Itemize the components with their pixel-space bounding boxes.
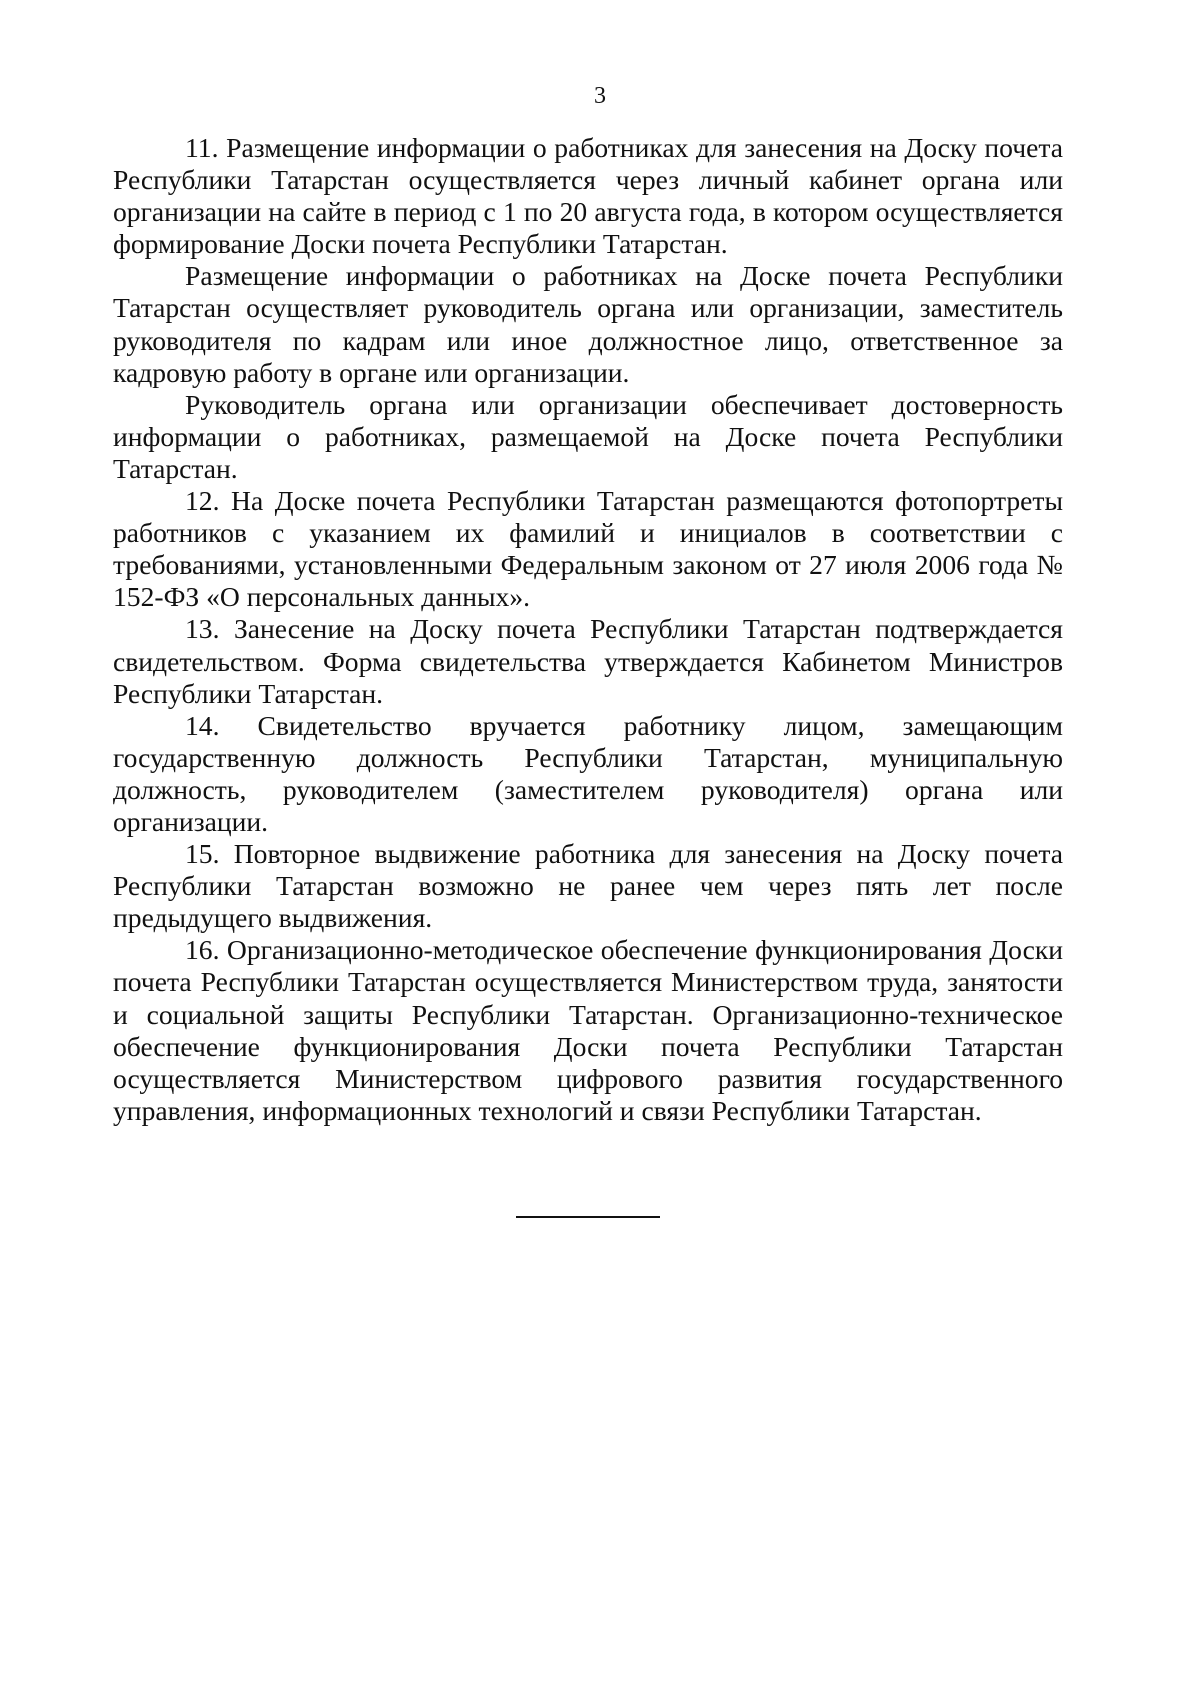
paragraph-11-accuracy: Руководитель органа или организации обеспечивает достоверность информации о работниках, размещаемой на Доске почета Республики Татарстан. bbox=[113, 388, 1063, 484]
paragraph-11-placement: Размещение информации о работниках на Доске почета Республики Татарстан осуществляет руководитель органа или организации, заместитель руководителя по кадрам или иное должностное лицо, ответственное за кадровую работу в органе или организации. bbox=[113, 260, 1063, 388]
document-body bbox=[113, 132, 1063, 1127]
paragraph-15: 15. Повторное выдвижение работника для занесения на Доску почета Республики Татарстан возможно не ранее чем через пять лет после предыдущего выдвижения. bbox=[113, 838, 1063, 934]
paragraph-14: 14. Свидетельство вручается работнику лицом, замещающим государственную должность Республики Татарстан, муниципальную должность, руководителем (заместителем руководителя) органа или организации. bbox=[113, 709, 1063, 837]
end-of-document-line bbox=[516, 1216, 660, 1218]
page-number: 3 bbox=[594, 83, 606, 109]
paragraph-11: 11. Размещение информации о работниках для занесения на Доску почета Республики Татарстан осуществляется через личный кабинет органа или организации на сайте в период с 1 по 20 августа года, в котором осуществляется формирование Доски почета Республики Татарстан. bbox=[113, 132, 1063, 260]
paragraph-12: 12. На Доске почета Республики Татарстан размещаются фотопортреты работников с указанием их фамилий и инициалов в соответствии с требованиями, установленными Федеральным законом от 27 июля 2006 года № 152-ФЗ «О персональных данных». bbox=[113, 485, 1063, 613]
paragraph-13: 13. Занесение на Доску почета Республики Татарстан подтверждается свидетельством. Форма свидетельства утверждается Кабинетом Министров Республики Татарстан. bbox=[113, 613, 1063, 709]
paragraph-16: 16. Организационно-методическое обеспечение функционирования Доски почета Республики Татарстан осуществляется Министерством труда, занятости и социальной защиты Республики Татарстан. Организационно-техническое обеспечение функционирования Доски почета Республики Татарстан осуществляется Министерством цифрового развития государственного управления, информационных технологий и связи Республики Татарстан. bbox=[113, 934, 1063, 1126]
